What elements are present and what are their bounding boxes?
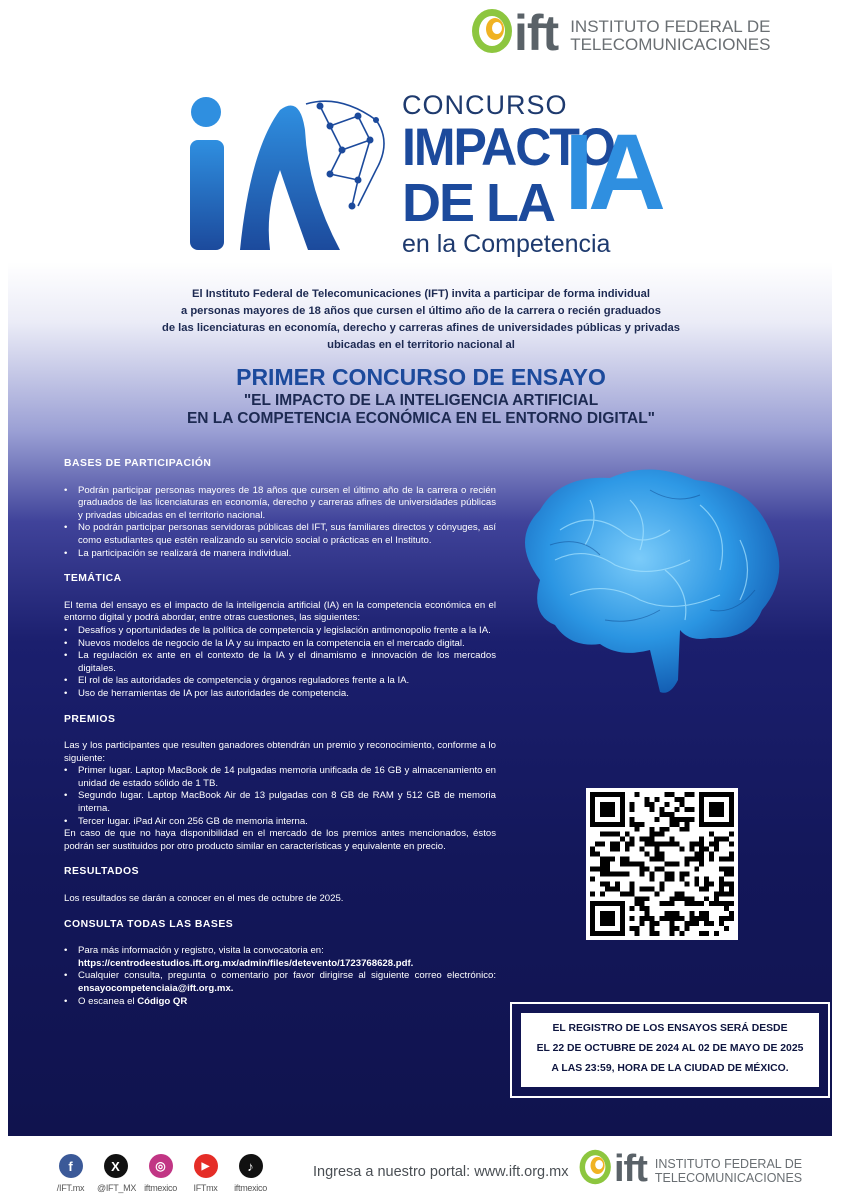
list-item: • Uso de herramientas de IA por las autoridades de competencia.: [64, 688, 496, 701]
list-item: [64, 970, 496, 995]
section-title: BASES DE PARTICIPACIÓN: [64, 458, 212, 469]
intro-line: a personas mayores de 18 años que cursen el último año de la carrera o recién graduados: [180, 305, 661, 317]
section-bases: [64, 458, 496, 560]
section-tematica: [64, 573, 496, 700]
list-item: • No podrán participar personas servidoras públicas del IFT, sus familiares directos y cónyuges, así como estudiantes que estén realizando su servicio social o prácticas en el Instituto.: [64, 522, 496, 547]
social-youtube[interactable]: [187, 1154, 224, 1193]
convocatoria-link[interactable]: https://centrodeestudios.ift.org.mx/admin/files/detevento/1723768628.pdf.: [78, 957, 414, 969]
consulta-item-text: Cualquier consulta, pregunta o comentario por favor dirigirse al siguiente correo electrónico:: [78, 970, 496, 982]
section-title: RESULTADOS: [64, 866, 140, 878]
tematica-list: [64, 625, 496, 701]
tiktok-icon: ♪: [239, 1154, 263, 1178]
contest-subheading: [100, 392, 742, 428]
org-name-line2: TELECOMUNICACIONES: [570, 35, 771, 54]
intro-line: ubicadas en el territorio nacional al: [327, 339, 515, 351]
ift-wordmark: ift: [614, 1148, 647, 1190]
list-item: • El rol de las autoridades de competencia y órganos reguladores frente a la IA.: [64, 675, 496, 688]
registration-dates-box: [510, 1002, 830, 1098]
title-concurso: CONCURSO: [402, 90, 568, 120]
ift-wordmark: ift: [514, 5, 559, 61]
registration-dates: [521, 1013, 819, 1087]
social-label: iftmexico: [144, 1183, 177, 1193]
social-label: /IFT.mx: [56, 1183, 85, 1193]
contest-subheading-line2: EN LA COMPETENCIA ECONÓMICA EN EL ENTORNO DIGITAL": [186, 410, 656, 427]
qr-code[interactable]: [586, 788, 738, 940]
social-x[interactable]: [97, 1154, 137, 1193]
list-item: [64, 945, 496, 970]
list-item: • Segundo lugar. Laptop MacBook Air de 13 pulgadas con 8 GB de RAM y 512 GB de memoria interna.: [64, 790, 496, 815]
title-impacto: IMPACTO: [402, 117, 614, 177]
org-name: [570, 18, 770, 54]
ia-logo-icon: [180, 90, 400, 260]
title-en-la-competencia: en la Competencia: [402, 230, 611, 258]
section-title: CONSULTA TODAS LAS BASES: [64, 918, 234, 930]
social-label: iftmexico: [234, 1183, 267, 1193]
premios-note: En caso de que no haya disponibilidad en el mercado de los premios antes mencionados, éstos podrán ser sustituidos por otro producto similar en características y equivalente en precio.: [64, 828, 496, 852]
social-facebook[interactable]: [52, 1154, 89, 1193]
contest-subheading-line1: "EL IMPACTO DE LA INTELIGENCIA ARTIFICIAL: [243, 392, 599, 409]
org-name: [655, 1158, 802, 1184]
brain-illustration: [500, 460, 790, 700]
ift-logo-footer: [578, 1148, 802, 1191]
list-item: • Nuevos modelos de negocio de la IA y su impacto en la competencia en el mercado digital.: [64, 638, 496, 651]
consulta-item-text: O escanea el: [78, 995, 135, 1007]
consulta-list: [64, 945, 496, 1008]
contest-title-graphic: [180, 90, 660, 260]
title-ia: IA: [564, 111, 660, 232]
ift-logo-mark-icon: [578, 1148, 614, 1191]
ift-logo-header: [470, 4, 770, 62]
list-item: • Tercer lugar. iPad Air con 256 GB de memoria interna.: [64, 816, 496, 829]
facebook-icon: f: [59, 1154, 83, 1178]
social-links: [52, 1154, 269, 1193]
intro-text: [112, 286, 730, 354]
instagram-icon: ◎: [149, 1154, 173, 1178]
registration-line1: EL REGISTRO DE LOS ENSAYOS SERÁ DESDE: [552, 1023, 788, 1034]
premios-list: [64, 765, 496, 828]
portal-link[interactable]: Ingresa a nuestro portal: www.ift.org.mx: [313, 1164, 569, 1180]
contact-email-link[interactable]: ensayocompetenciaia@ift.org.mx.: [78, 983, 234, 994]
section-premios: [64, 714, 496, 854]
org-name-line2: TELECOMUNICACIONES: [654, 1170, 803, 1185]
section-resultados: [64, 866, 496, 905]
tematica-intro: El tema del ensayo es el impacto de la inteligencia artificial (IA) en la competencia económica en el entorno digital y podrá abordar, entre otras cuestiones, las siguientes:: [64, 599, 496, 624]
rules-content: [64, 458, 496, 1021]
x-icon: X: [104, 1154, 128, 1178]
section-consulta: [64, 919, 496, 1009]
registration-line2: EL 22 DE OCTUBRE DE 2024 AL 02 DE MAYO DE 2025: [536, 1043, 804, 1054]
consulta-item-text: Para más información y registro, visita la convocatoria en:: [78, 945, 324, 957]
registration-line3: A LAS 23:59, HORA DE LA CIUDAD DE MÉXICO.: [551, 1063, 789, 1074]
resultados-text: Los resultados se darán a conocer en el mes de octubre de 2025.: [64, 893, 344, 905]
bases-list: [64, 485, 496, 561]
premios-intro: Las y los participantes que resulten ganadores obtendrán un premio y reconocimiento, conforme a lo siguiente:: [64, 740, 496, 764]
list-item: [64, 996, 496, 1009]
intro-line: de las licenciaturas en economía, derecho y carreras afines de universidades públicas y privadas: [162, 322, 680, 334]
ift-logo-mark-icon: [470, 7, 516, 60]
list-item: • Desafíos y oportunidades de la política de competencia y legislación antimonopolio frente a la IA.: [64, 625, 496, 638]
social-instagram[interactable]: [142, 1154, 179, 1193]
contest-heading: PRIMER CONCURSO DE ENSAYO: [236, 364, 606, 390]
youtube-icon: ▶: [194, 1154, 218, 1178]
social-label: @IFT_MX: [97, 1183, 137, 1193]
org-name-line1: INSTITUTO FEDERAL DE: [570, 17, 771, 37]
intro-line: El Instituto Federal de Telecomunicaciones (IFT) invita a participar de forma individual: [192, 288, 650, 300]
list-item: • La participación se realizará de manera individual.: [64, 548, 496, 561]
qr-code-label: Código QR: [137, 995, 188, 1007]
list-item: • Primer lugar. Laptop MacBook de 14 pulgadas memoria unificada de 16 GB y almacenamiento en unidad de estado sólido de 1 TB.: [64, 765, 496, 790]
section-title: TEMÁTICA: [64, 573, 122, 585]
org-name-line1: INSTITUTO FEDERAL DE: [654, 1157, 803, 1172]
list-item: • La regulación ex ante en el contexto de la IA y el dinamismo e innovación de los mercados digitales.: [64, 650, 496, 675]
section-title: PREMIOS: [64, 713, 116, 725]
social-tiktok[interactable]: [232, 1154, 269, 1193]
social-label: IFTmx: [193, 1183, 218, 1193]
list-item: • Podrán participar personas mayores de 18 años que cursen el último año de la carrera o recién graduados de las licenciaturas en economía, derecho y carreras afines de universidades públicas y privadas ubicadas en el territorio nacional.: [64, 485, 496, 523]
title-de-la: DE LA: [402, 173, 554, 233]
